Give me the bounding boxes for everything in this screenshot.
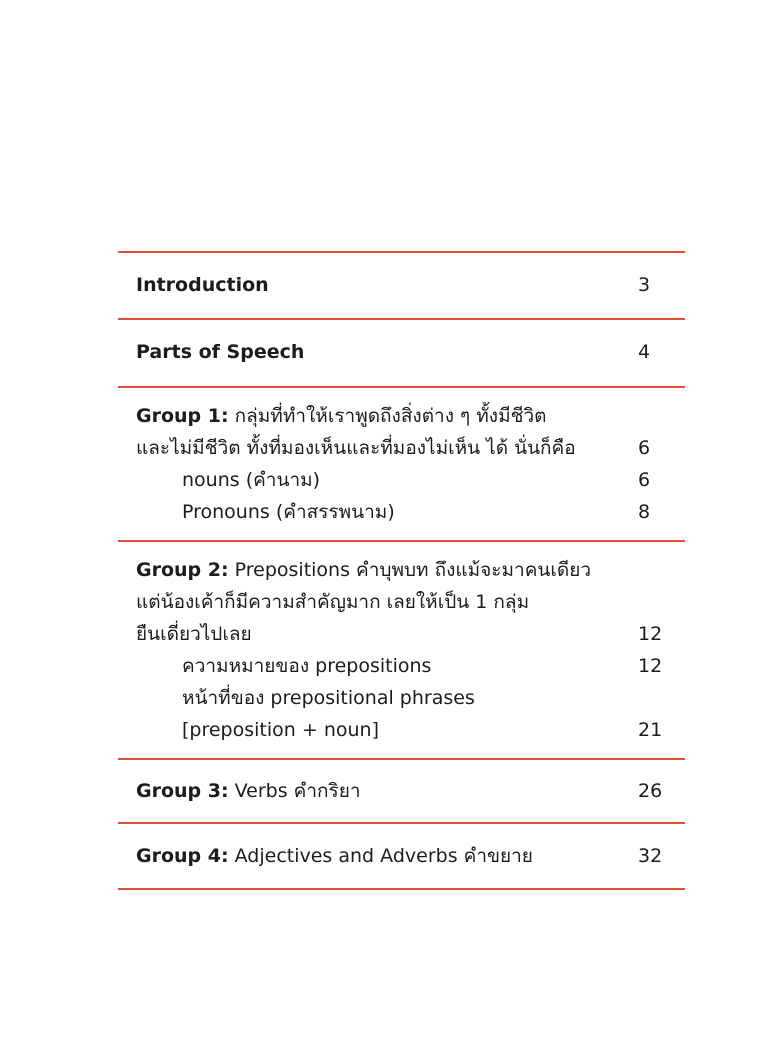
toc-entry-title: Group 3:: [136, 780, 229, 802]
toc-entry-label: แต่น้องเค้าก็มีความสำคัญมาก เลยให้เป็น 1 กลุ่ม: [136, 591, 530, 613]
toc-entry: [118, 336, 685, 368]
toc-entry: [118, 714, 685, 746]
toc-entry-title: Introduction: [136, 274, 269, 296]
toc-entry-label: nouns (คำนาม): [182, 469, 321, 491]
toc-section: [118, 760, 685, 822]
toc-entry-page-number: 8: [638, 501, 651, 523]
toc-entry-label: และไม่มีชีวิต ทั้งที่มองเห็นและที่มองไม่เห็น ได้ นั่นก็คือ: [136, 437, 576, 459]
toc-entry: [118, 400, 685, 432]
toc-entry-title: Group 4:: [136, 845, 229, 867]
toc-entry: [118, 432, 685, 464]
toc-entry-label: [preposition + noun]: [182, 719, 379, 741]
toc-section: [118, 253, 685, 318]
toc-entry-page-number: 12: [638, 655, 663, 677]
toc-section: [118, 542, 685, 758]
toc-entry-page-number: 26: [638, 780, 663, 802]
toc-entry-label: กลุ่มที่ทำให้เราพูดถึงสิ่งต่าง ๆ ทั้งมีชีวิต: [228, 405, 547, 427]
toc-entry-page-number: 6: [638, 469, 651, 491]
toc-entry-label: Adjectives and Adverbs คำขยาย: [228, 845, 533, 867]
toc-entry: [118, 269, 685, 301]
table-of-contents: [118, 251, 685, 890]
toc-entry-label: ยืนเดี่ยวไปเลย: [136, 623, 252, 645]
section-divider-rule: [118, 888, 685, 890]
toc-entry-page-number: 32: [638, 845, 663, 867]
toc-entry: [118, 464, 685, 496]
toc-section: [118, 388, 685, 540]
toc-entry: [118, 840, 685, 872]
toc-entry: [118, 618, 685, 650]
toc-entry-label: Verbs คำกริยา: [228, 780, 361, 802]
toc-entry-label: หน้าที่ของ prepositional phrases: [182, 687, 475, 709]
toc-entry: [118, 650, 685, 682]
toc-entry: [118, 586, 685, 618]
toc-entry: [118, 554, 685, 586]
toc-entry-title: Group 1:: [136, 405, 229, 427]
toc-section: [118, 824, 685, 888]
toc-entry: [118, 682, 685, 714]
toc-entry-label: Pronouns (คำสรรพนาม): [182, 501, 395, 523]
toc-entry-page-number: 12: [638, 623, 663, 645]
toc-entry-label: Prepositions คำบุพบท ถึงแม้จะมาคนเดียว: [228, 559, 592, 581]
toc-entry-page-number: 4: [638, 341, 651, 363]
toc-entry-page-number: 21: [638, 719, 663, 741]
toc-entry-page-number: 3: [638, 274, 651, 296]
toc-entry-label: ความหมายของ prepositions: [182, 655, 432, 677]
toc-entry-title: Parts of Speech: [136, 341, 305, 363]
toc-entry-title: Group 2:: [136, 559, 229, 581]
toc-entry: [118, 775, 685, 807]
toc-section: [118, 320, 685, 386]
toc-entry: [118, 496, 685, 528]
toc-entry-page-number: 6: [638, 437, 651, 459]
